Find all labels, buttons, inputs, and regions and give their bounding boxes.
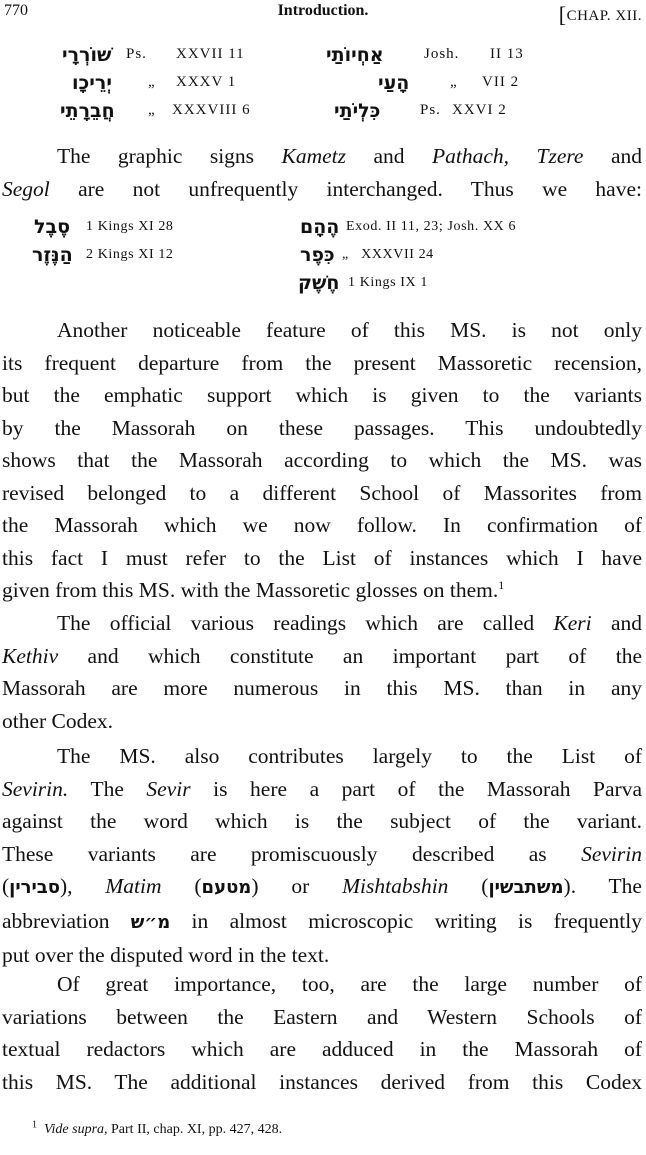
text-line: by the Massorah on these passages. This undoubtedly [2, 415, 642, 440]
text-line: this MS. The additional instances derived from this Codex [2, 1069, 642, 1094]
text-line: The MS. also contributes largely to the List of [57, 744, 642, 768]
ditto-mark: „ [450, 74, 458, 90]
text-line: abbreviation מ״ש in almost microscopic writing is frequently [2, 908, 642, 933]
verse-ref: „ XXXVII 24 [342, 247, 434, 262]
hebrew-word: הַנֶּזֶר [32, 244, 73, 266]
running-header [4, 2, 642, 26]
verse-ref: II 13 [490, 46, 524, 62]
text-line: given from this MS. with the Massoretic glosses on them.$^1$ [2, 577, 505, 602]
verse-ref: XXXV 1 [176, 74, 237, 90]
book-abbrev: Ps. [420, 102, 441, 118]
text-line: its frequent departure from the present Massoretic recension, [2, 350, 642, 375]
table2-row-3 [300, 216, 517, 238]
table2-row-4 [300, 244, 434, 266]
verse-ref: XXVI 2 [452, 102, 507, 118]
ditto-mark: „ [148, 102, 156, 118]
hebrew-word: סֶבֶל [34, 216, 70, 238]
verse-ref: XXXVIII 6 [172, 102, 251, 118]
chapter-bracket: [ [558, 2, 567, 27]
table1-row-2-right [378, 72, 520, 94]
verse-ref: XXVII 11 [176, 46, 245, 62]
verse-ref: 1 Kings IX 1 [348, 275, 428, 290]
hebrew-word: כִּפֶר [300, 244, 335, 266]
hebrew-word: יְרֵיכָו [72, 72, 112, 94]
chapter-label [559, 2, 642, 28]
ditto-mark: „ [148, 74, 156, 90]
running-title: Introduction. [277, 2, 369, 19]
footnote-latin: Vide supra, [44, 1122, 108, 1137]
hebrew-word: הֶהָם [300, 216, 340, 238]
footnote-number: 1 [32, 1119, 37, 1131]
hebrew-word: חֲבֵרָתֵי [60, 100, 115, 122]
paragraph-graphic-signs [2, 140, 642, 205]
text-line: (סבירין), Matim (מטעם) or Mishtabshin (משתבשין). The [2, 874, 642, 898]
text-line: Massorah are more numerous in this MS. than in any [2, 676, 642, 700]
hebrew-word: הָעַי [378, 72, 410, 94]
text-line: revised belonged to a different School of Massorites from [2, 480, 642, 505]
text-line: The official various readings which are called Keri and [57, 611, 642, 635]
paragraph-eastern-western [2, 968, 642, 1098]
book-abbrev: Ps. [126, 46, 147, 62]
chapter-text: CHAP. XII. [566, 8, 642, 24]
hebrew-word: שׁוֹרְרָי [62, 44, 112, 66]
text-line: the Massorah which we now follow. In confirmation of [2, 513, 642, 537]
text-line: put over the disputed word in the text. [2, 943, 330, 967]
text-line: other Codex. [2, 708, 114, 733]
text-line: variations between the Eastern and Western Schools of [2, 1004, 642, 1029]
table1-row-1-left [62, 44, 245, 66]
text-line: Another noticeable feature of this MS. is not only [57, 318, 642, 342]
footnote-text: Part II, chap. XI, pp. 427, 428. [107, 1122, 283, 1137]
footnote-marker: 1 [498, 577, 505, 592]
text-line: Sevirin. The Sevir is here a part of the Massorah Parva [2, 776, 642, 801]
text-line: textual redactors which are adduced in the Massorah of [2, 1037, 642, 1061]
text-line: but the emphatic support which is given to the variants [2, 383, 642, 407]
hebrew-word: אַחְיוֹתַי [326, 44, 384, 66]
table1-row-3-right [334, 100, 507, 122]
verse-ref: Exod. II 11, 23; Josh. XX 6 [346, 219, 517, 234]
text-line: These variants are promiscuously described as Sevirin [2, 841, 642, 866]
text-line: Kethiv and which constitute an important part of the [2, 643, 642, 668]
hebrew-word: כִּלְיֹתַי [334, 100, 381, 122]
paragraph-sevirin [2, 740, 642, 972]
text-line: against the word which is the subject of the variant. [2, 809, 642, 833]
table2-row-1 [34, 216, 174, 238]
page-number: 770 [4, 2, 28, 19]
text-line: this fact I must refer to the List of instances which I have [2, 545, 642, 570]
hebrew-word: חֶשֶׁק [298, 272, 340, 294]
book-abbrev: Josh. [424, 46, 460, 62]
table2-row-5 [298, 272, 428, 294]
text-line: Of great importance, too, are the large number of [57, 972, 642, 996]
verse-ref: 2 Kings XI 12 [86, 247, 174, 262]
paragraph-noticeable-feature [2, 314, 642, 607]
verse-ref: 1 Kings XI 28 [86, 219, 174, 234]
text-line: The graphic signs Kametz and Pathach, Tzere and [57, 144, 642, 168]
table1-row-3-left [60, 100, 251, 122]
text-line: Segol are not unfrequently interchanged. Thus we have: [2, 176, 642, 201]
paragraph-keri-kethiv [2, 607, 642, 737]
table2-row-2 [32, 244, 174, 266]
text-line: shows that the Massorah according to which the MS. was [2, 448, 642, 472]
table1-row-2-left [72, 72, 237, 94]
table1-row-1-right [326, 44, 524, 66]
footnote [32, 1119, 283, 1138]
verse-ref: VII 2 [482, 74, 520, 90]
